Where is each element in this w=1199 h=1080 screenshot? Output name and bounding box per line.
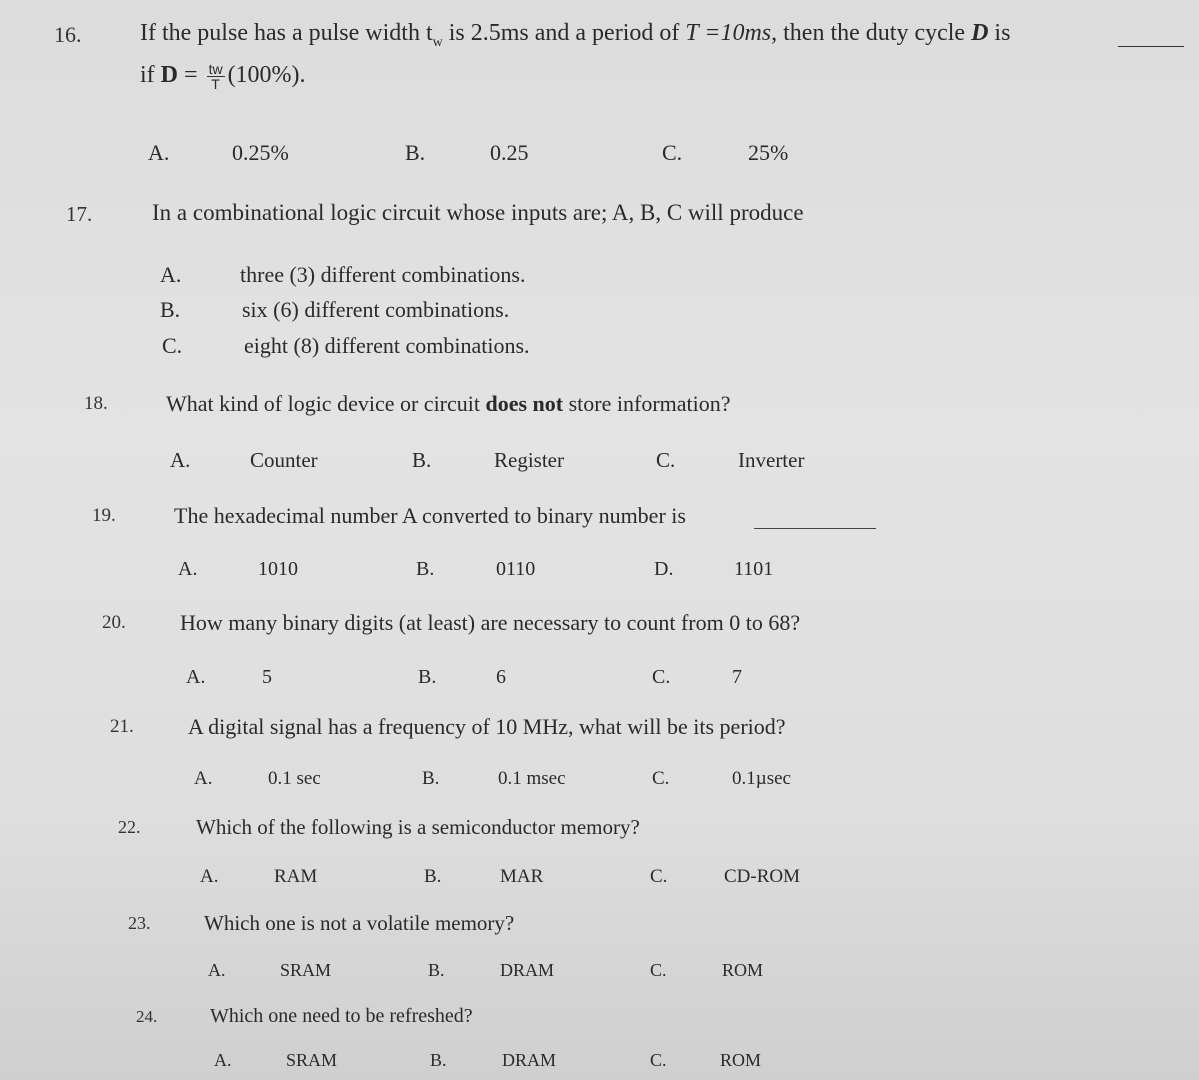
option-letter[interactable]: B. xyxy=(422,768,440,789)
question-text: What kind of logic device or circuit does not store information? xyxy=(166,391,731,416)
exam-page: 16. If the pulse has a pulse width $t_w$ is 2.5ms and a period of T =10ms, then the duty cycle D is if D = $\frac{tw}{T}$ (100%). A. 0.25% B. 0.25 C. 25% 17. In a combinational logic circuit whose inputs are; A, B, C will produce A. three (3) different combinations. B. six (6) different combinations. C. eight (8) different combinations. 18. What kind of logic device or circuit does not store information? A. Counter B. Register C. Inverter 19. The hexadecimal number A converted to binary number is A. 1010 B. 0110 D. 1101 20. How many binary digits (at least) are necessary to count from 0 to 68? A. 5 B. 6 C. 7 21. A digital signal has a frequency of 10 MHz, what will be its period? A. 0.1 sec B. 0.1 msec C. 0.1µsec 22. Which of the following is a semiconductor memory? A. RAM B. MAR C. CD-ROM 23. Which one is not a volatile memory? A. SRAM B. DRAM C. ROM 24. Which one need to be refreshed? A. SRAM B. DRAM C. ROM xyxy=(0,0,1199,1080)
question-number: 22. xyxy=(118,817,141,837)
answer-blank[interactable] xyxy=(754,528,876,529)
option-letter[interactable]: C. xyxy=(650,866,668,887)
option-text[interactable]: 0110 xyxy=(496,558,536,580)
option-text[interactable]: SRAM xyxy=(286,1050,338,1070)
option-text[interactable]: DRAM xyxy=(500,960,555,980)
question-text: In a combinational logic circuit whose inputs are; A, B, C will produce xyxy=(152,200,804,225)
option-letter[interactable]: B. xyxy=(416,558,435,580)
option-text[interactable]: DRAM xyxy=(502,1050,557,1070)
option-text[interactable]: 0.1 sec xyxy=(268,768,321,789)
option-letter[interactable]: A. xyxy=(214,1050,232,1070)
option-letter[interactable]: C. xyxy=(652,768,670,789)
option-letter[interactable]: C. xyxy=(650,960,667,980)
option-letter[interactable]: B. xyxy=(424,866,442,887)
question-number: 23. xyxy=(128,913,151,933)
question-number: 18. xyxy=(84,393,108,414)
option-text[interactable]: 5 xyxy=(262,666,272,688)
question-number: 24. xyxy=(136,1007,158,1026)
question-text: Which of the following is a semiconductor memory? xyxy=(196,815,640,839)
option-letter[interactable]: A. xyxy=(170,448,191,472)
option-text[interactable]: 0.25% xyxy=(232,140,289,165)
option-text[interactable]: Counter xyxy=(250,448,318,472)
question-number: 17. xyxy=(66,202,93,226)
option-text[interactable]: 1101 xyxy=(734,558,774,580)
option-letter[interactable]: B. xyxy=(430,1050,447,1070)
option-text[interactable]: ROM xyxy=(720,1050,762,1070)
option-text[interactable]: 0.1µsec xyxy=(732,768,791,789)
option-letter[interactable]: C. xyxy=(656,448,676,472)
option-letter[interactable]: C. xyxy=(650,1050,667,1070)
option-letter[interactable]: A. xyxy=(194,768,213,789)
question-number: 21. xyxy=(110,716,134,737)
option-letter[interactable]: A. xyxy=(178,558,198,580)
option-text[interactable]: RAM xyxy=(274,866,318,887)
question-number: 20. xyxy=(102,612,126,633)
option-text[interactable]: 1010 xyxy=(258,558,298,580)
option-text[interactable]: ROM xyxy=(722,960,764,980)
question-text: The hexadecimal number A converted to binary number is xyxy=(174,503,686,528)
formula-fraction: $\frac{tw}{T}$ xyxy=(208,61,223,92)
question-text: Which one is not a volatile memory? xyxy=(204,911,515,935)
option-letter[interactable]: A. xyxy=(148,140,170,165)
option-letter[interactable]: A. xyxy=(208,960,226,980)
option-text[interactable]: MAR xyxy=(500,866,544,887)
option-text[interactable]: CD-ROM xyxy=(724,866,801,887)
option-letter[interactable]: D. xyxy=(654,558,674,580)
option-text[interactable]: 6 xyxy=(496,666,506,688)
option-letter[interactable]: B. xyxy=(418,666,437,688)
option-letter[interactable]: C. xyxy=(662,140,683,165)
question-text: If the pulse has a pulse width $t_w$ is 2.5ms and a period of T =10ms, then the duty cycle D is xyxy=(140,20,1011,50)
answer-blank[interactable] xyxy=(1118,46,1184,47)
question-formula: if D = $\frac{tw}{T}$ (100%). xyxy=(140,61,306,92)
question-text: How many binary digits (at least) are necessary to count from 0 to 68? xyxy=(180,610,801,635)
option-letter[interactable]: B. xyxy=(405,140,426,165)
option-text[interactable]: SRAM xyxy=(280,960,332,980)
option-text[interactable]: 0.1 msec xyxy=(498,768,566,789)
question-text: Which one need to be refreshed? xyxy=(210,1005,473,1027)
option-text[interactable]: Inverter xyxy=(738,448,805,472)
option-text[interactable]: 7 xyxy=(732,666,742,688)
question-number: 16. xyxy=(54,22,82,47)
question-number: 19. xyxy=(92,505,116,526)
option-text[interactable]: 0.25 xyxy=(490,140,529,165)
question-text: A digital signal has a frequency of 10 MHz, what will be its period? xyxy=(188,714,786,739)
option-letter[interactable]: C. xyxy=(652,666,671,688)
option-text[interactable]: 25% xyxy=(748,140,789,165)
option-letter[interactable]: A. xyxy=(200,866,219,887)
option-letter[interactable]: B. xyxy=(412,448,432,472)
option-text[interactable]: Register xyxy=(494,448,564,472)
option-letter[interactable]: B. xyxy=(428,960,445,980)
option-letter[interactable]: A. xyxy=(186,666,206,688)
